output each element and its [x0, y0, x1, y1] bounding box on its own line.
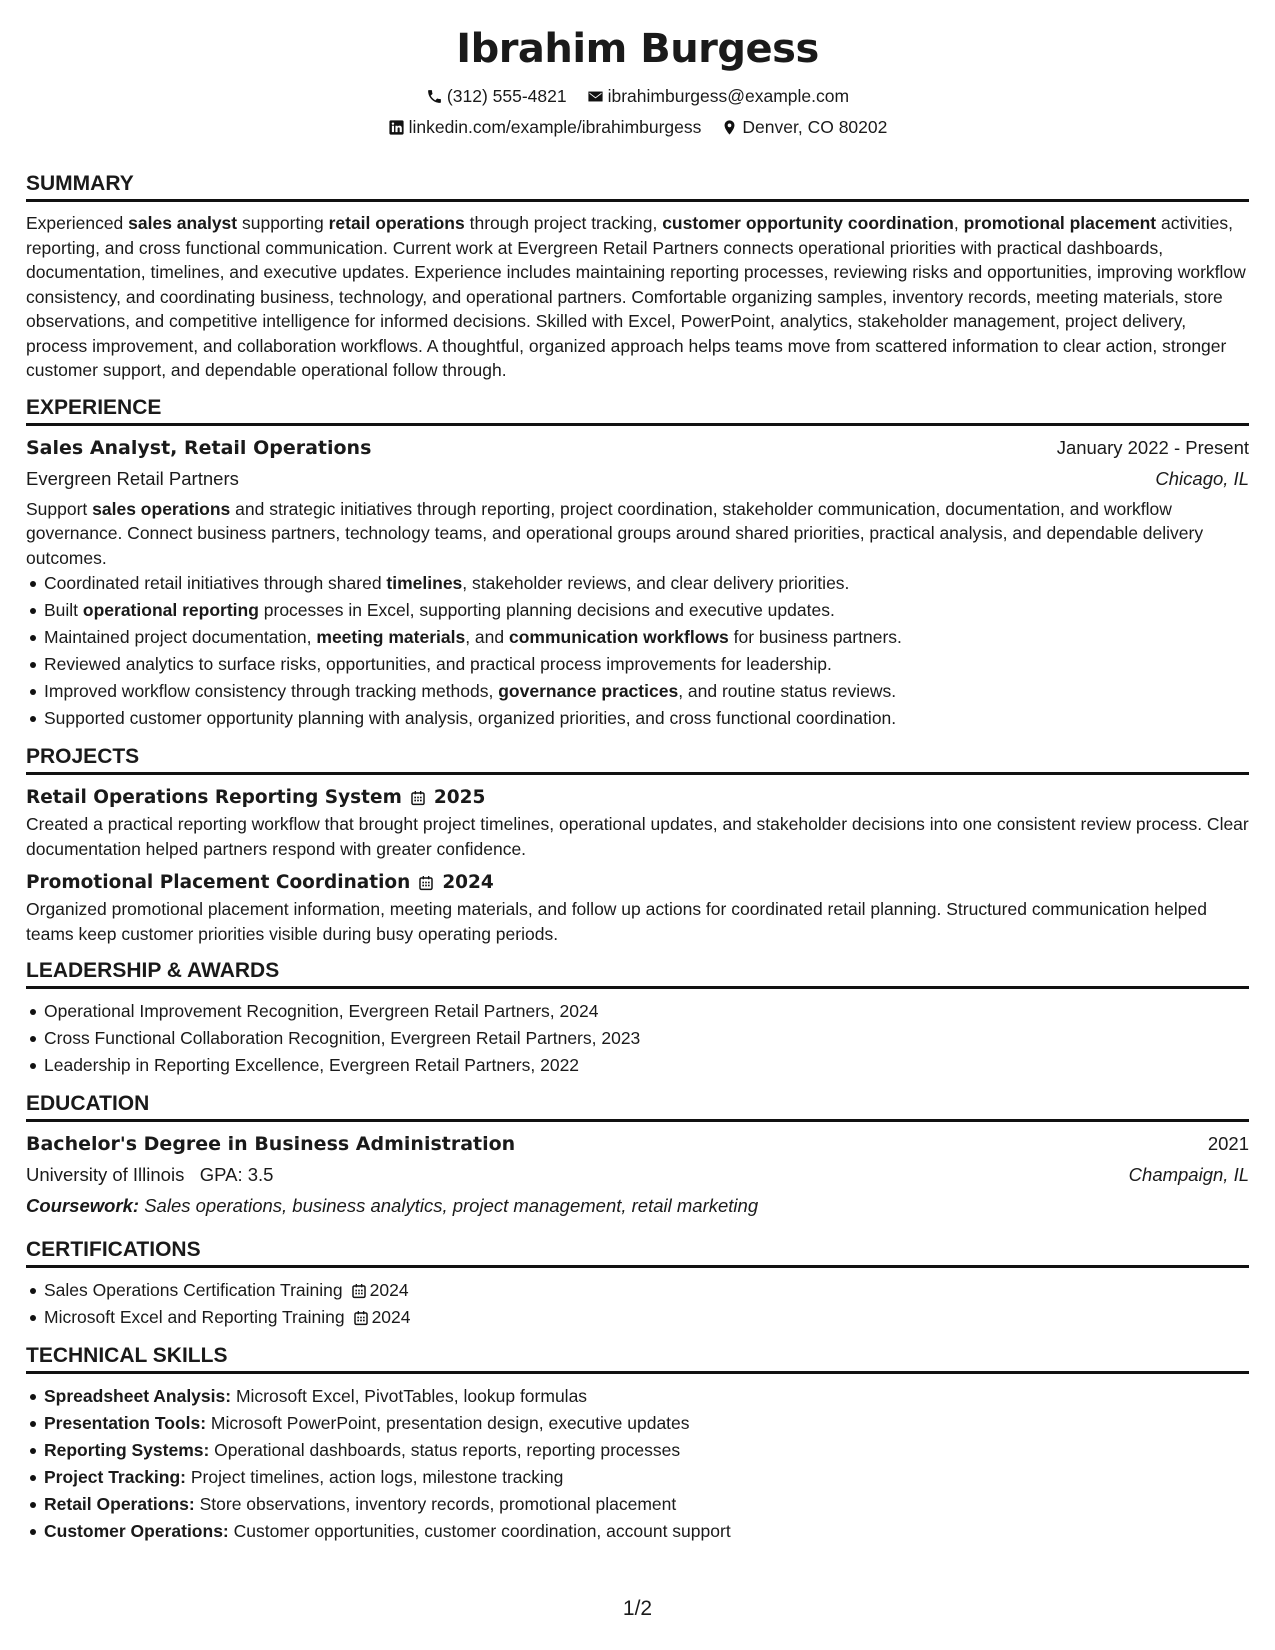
leadership-section — [26, 958, 1249, 1079]
job-bullets — [26, 570, 1249, 732]
email-item[interactable] — [587, 84, 849, 108]
list-item: Built operational reporting processes in Excel, supporting planning decisions and executive updates. — [26, 597, 1249, 624]
school-info — [26, 1162, 273, 1188]
phone-item — [426, 84, 567, 108]
contact-row-1 — [26, 84, 1249, 108]
leadership-list — [26, 998, 1249, 1079]
email-text[interactable]: ibrahimburgess@example.com — [607, 86, 850, 106]
project-description: Organized promotional placement information, meeting materials, and follow up actions for coordinated retail planning. Structured communication helped teams keep customer priorities visible during busy operating periods. — [26, 899, 1207, 944]
list-item: Reviewed analytics to surface risks, opportunities, and practical process improvements for leadership. — [26, 651, 1249, 678]
list-item: Coordinated retail initiatives through shared timelines, stakeholder reviews, and clear delivery priorities. — [26, 570, 1249, 597]
list-item: Improved workflow consistency through tracking methods, governance practices, and routine status reviews. — [26, 678, 1249, 705]
list-item: Maintained project documentation, meeting materials, and communication workflows for business partners. — [26, 624, 1249, 651]
envelope-icon — [587, 88, 604, 105]
page-number: 1/2 — [622, 1597, 653, 1620]
list-item: Reporting Systems: Operational dashboards, status reports, reporting processes — [26, 1437, 1249, 1464]
cert-year: 2024 — [371, 1307, 411, 1327]
list-item: Sales Operations Certification Training 2024 — [26, 1277, 1249, 1304]
skills-section — [26, 1343, 1249, 1545]
school-name: University of Illinois — [26, 1164, 185, 1185]
calendar-icon — [353, 1310, 369, 1326]
education-heading: EDUCATION — [26, 1091, 1249, 1122]
phone-text: (312) 555-4821 — [446, 86, 567, 106]
degree-title: Bachelor's Degree in Business Administration — [26, 1133, 516, 1155]
job-company: Evergreen Retail Partners — [26, 467, 239, 489]
list-item: Presentation Tools: Microsoft PowerPoint, presentation design, executive updates — [26, 1410, 1249, 1437]
skills-heading: TECHNICAL SKILLS — [26, 1343, 1249, 1374]
projects-heading: PROJECTS — [26, 744, 1249, 775]
education-section — [26, 1091, 1249, 1219]
project-year: 2024 — [442, 872, 494, 893]
resume-page — [26, 0, 1249, 1545]
skills-list — [26, 1383, 1249, 1545]
calendar-icon — [418, 875, 434, 891]
gpa: GPA: 3.5 — [199, 1164, 274, 1185]
cert-year: 2024 — [369, 1280, 409, 1300]
job-intro: Support sales operations and strategic initiatives through reporting, project coordination, stakeholder communication, documentation, and workflow governance. Connect business partners, technology teams, and operational groups around shared priorities, practical analysis, and dependable delivery outcomes. — [26, 498, 1204, 568]
linkedin-item[interactable] — [388, 115, 702, 139]
job-title: Sales Analyst, Retail Operations — [26, 436, 372, 459]
degree-row — [26, 1131, 1249, 1157]
list-item: Project Tracking: Project timelines, action logs, milestone tracking — [26, 1464, 1249, 1491]
calendar-icon — [410, 790, 426, 806]
list-item: Cross Functional Collaboration Recognition, Evergreen Retail Partners, 2023 — [26, 1025, 1249, 1052]
linkedin-icon — [388, 119, 405, 136]
certifications-section — [26, 1237, 1249, 1331]
school-location: Champaign, IL — [1128, 1164, 1249, 1185]
location-item — [721, 115, 887, 139]
list-item: Operational Improvement Recognition, Evergreen Retail Partners, 2024 — [26, 998, 1249, 1025]
job-header — [26, 435, 1249, 461]
job-company-row — [26, 466, 1249, 492]
project-title: Promotional Placement Coordination 2024 — [26, 869, 1249, 897]
summary-heading: SUMMARY — [26, 171, 1249, 202]
map-pin-icon — [721, 119, 738, 136]
school-row — [26, 1162, 1249, 1188]
experience-heading: EXPERIENCE — [26, 395, 1249, 426]
list-item: Customer Operations: Customer opportunities, customer coordination, account support — [26, 1518, 1249, 1545]
calendar-icon — [351, 1283, 367, 1299]
project-title: Retail Operations Reporting System 2025 — [26, 784, 1249, 812]
job-dates: January 2022 - Present — [1056, 436, 1249, 458]
list-item: Leadership in Reporting Excellence, Evergreen Retail Partners, 2022 — [26, 1052, 1249, 1079]
list-item: Spreadsheet Analysis: Microsoft Excel, PivotTables, lookup formulas — [26, 1383, 1249, 1410]
linkedin-text[interactable]: linkedin.com/example/ibrahimburgess — [408, 117, 702, 137]
coursework: Coursework: Sales operations, business analytics, project management, retail marketing — [26, 1195, 759, 1216]
certifications-heading: CERTIFICATIONS — [26, 1237, 1249, 1268]
project-year: 2025 — [433, 787, 486, 808]
experience-section — [26, 395, 1249, 733]
project-description: Created a practical reporting workflow that brought project timelines, operational updates, and stakeholder decisions into one consistent review process. Clear documentation helped partners respond with greater confidence. — [26, 814, 1249, 859]
candidate-name: Ibrahim Burgess — [456, 26, 819, 72]
leadership-heading: LEADERSHIP & AWARDS — [26, 958, 1249, 989]
certifications-list — [26, 1277, 1249, 1331]
summary-section — [26, 171, 1249, 383]
projects-section — [26, 744, 1249, 946]
list-item: Retail Operations: Store observations, inventory records, promotional placement — [26, 1491, 1249, 1518]
contact-row-2 — [26, 115, 1249, 139]
list-item: Microsoft Excel and Reporting Training 2024 — [26, 1304, 1249, 1331]
location-text: Denver, CO 80202 — [742, 117, 888, 137]
summary-text: Experienced sales analyst supporting retail operations through project tracking, customer opportunity coordination, promotional placement activities, reporting, and cross functional communication. Current work at Evergreen Retail Partners connects operational priorities with practical dashboards, documentation, timelines, and executive updates. Experience includes maintaining reporting processes, reviewing risks and opportunities, improving workflow consistency, and coordinating business, technology, and operational partners. Comfortable organizing samples, inventory records, meeting materials, store observations, and competitive intelligence for informed decisions. Skilled with Excel, PowerPoint, analytics, stakeholder management, project delivery, process improvement, and collaboration workflows. A thoughtful, organized approach helps teams move from scattered information to clear action, stronger customer support, and dependable operational follow through. — [26, 213, 1246, 380]
list-item: Supported customer opportunity planning with analysis, organized priorities, and cross functional coordination. — [26, 705, 1249, 732]
degree-year: 2021 — [1207, 1133, 1249, 1154]
phone-icon — [426, 88, 443, 105]
job-location: Chicago, IL — [1155, 467, 1249, 489]
